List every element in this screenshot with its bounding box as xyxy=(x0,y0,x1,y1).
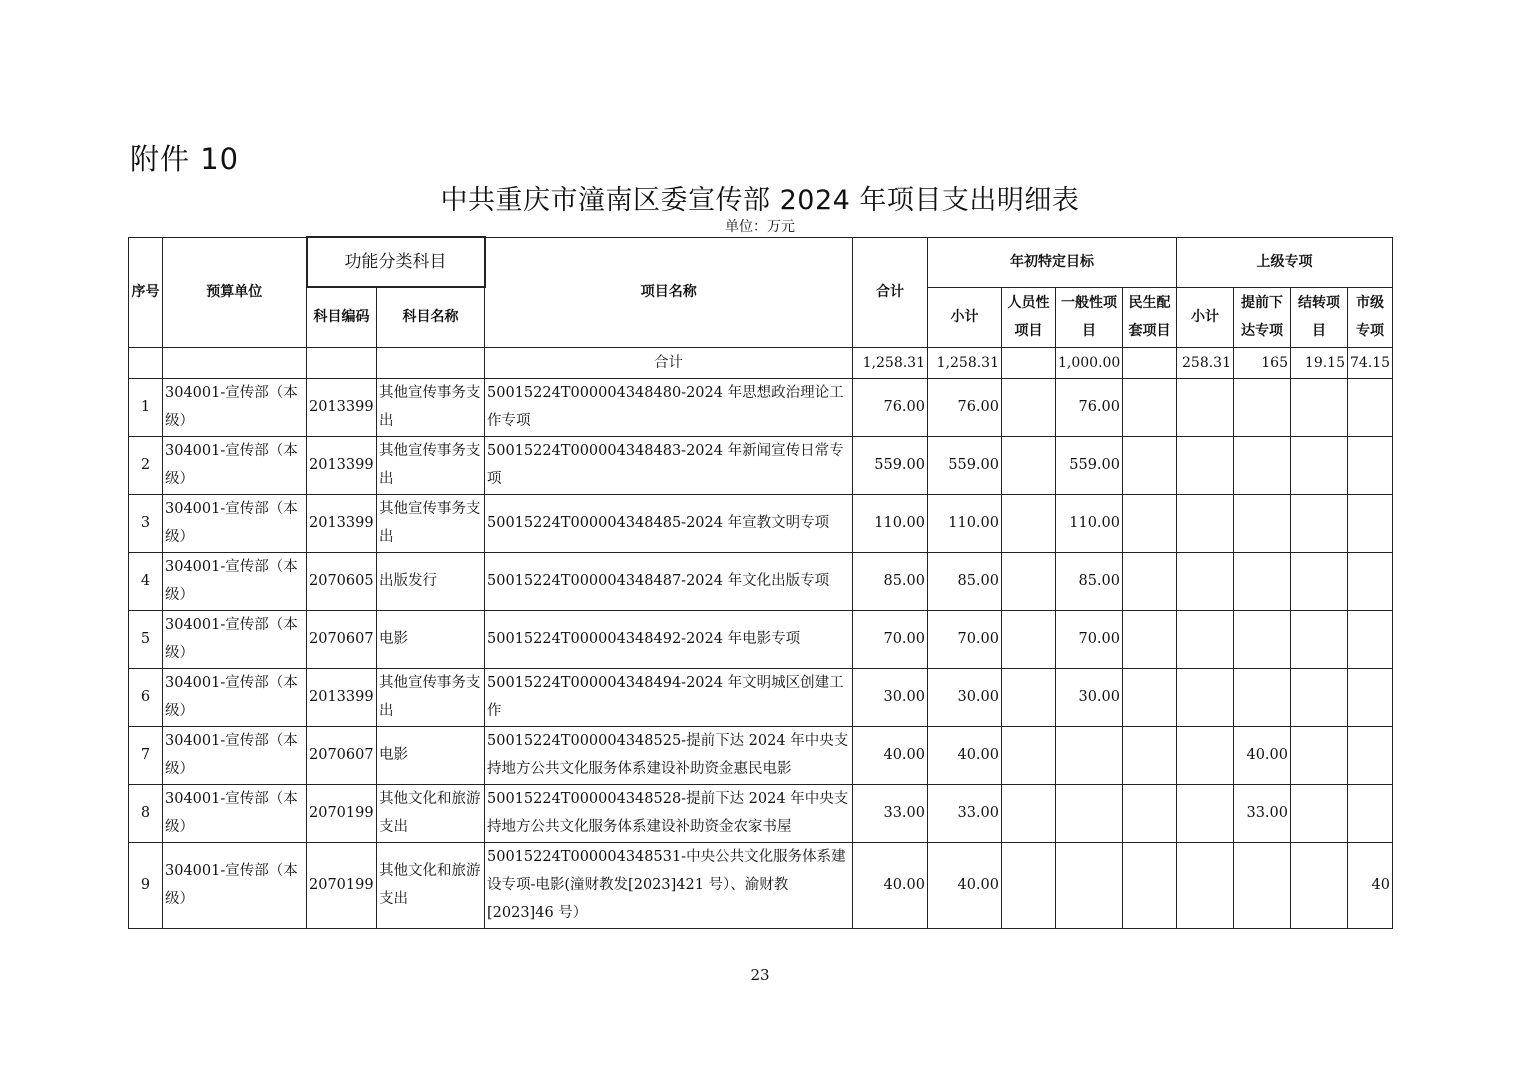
page-title: 中共重庆市潼南区委宣传部 2024 年项目支出明细表 xyxy=(440,185,1080,216)
total-personnel xyxy=(1002,347,1056,378)
total-row xyxy=(129,347,1393,378)
row-unit: 304001-宣传部（本级） xyxy=(163,552,307,610)
row-general xyxy=(1056,726,1123,784)
row-personnel xyxy=(1002,726,1056,784)
row-advance: 40.00 xyxy=(1234,726,1291,784)
row-livelihood xyxy=(1123,378,1177,436)
header-project: 项目名称 xyxy=(485,237,853,347)
row-general: 30.00 xyxy=(1056,668,1123,726)
row-general: 110.00 xyxy=(1056,494,1123,552)
row-code: 2070199 xyxy=(307,842,377,928)
row-subtotal: 40.00 xyxy=(928,842,1002,928)
row-upper-subtotal xyxy=(1177,552,1234,610)
header-total: 合计 xyxy=(853,237,928,347)
row-livelihood xyxy=(1123,668,1177,726)
table-row xyxy=(129,668,1393,726)
header-seq: 序号 xyxy=(129,237,163,347)
row-general: 85.00 xyxy=(1056,552,1123,610)
row-subject: 其他宣传事务支出 xyxy=(377,494,485,552)
row-upper-subtotal xyxy=(1177,436,1234,494)
row-total: 40.00 xyxy=(853,842,928,928)
row-code: 2013399 xyxy=(307,668,377,726)
row-total: 559.00 xyxy=(853,436,928,494)
row-seq: 8 xyxy=(129,784,163,842)
row-carryover xyxy=(1291,552,1348,610)
header-general: 一般性项目 xyxy=(1056,287,1123,347)
header-function-group: 功能分类科目 xyxy=(307,237,485,287)
total-subtotal: 1,258.31 xyxy=(928,347,1002,378)
total-label: 合计 xyxy=(485,347,853,378)
row-seq: 4 xyxy=(129,552,163,610)
row-livelihood xyxy=(1123,726,1177,784)
row-personnel xyxy=(1002,610,1056,668)
row-subject: 其他宣传事务支出 xyxy=(377,436,485,494)
table-row xyxy=(129,610,1393,668)
row-livelihood xyxy=(1123,784,1177,842)
row-city xyxy=(1348,610,1393,668)
table-row xyxy=(129,842,1393,928)
row-upper-subtotal xyxy=(1177,668,1234,726)
row-city xyxy=(1348,552,1393,610)
row-general: 70.00 xyxy=(1056,610,1123,668)
row-project: 50015224T000004348487-2024 年文化出版专项 xyxy=(485,552,853,610)
row-livelihood xyxy=(1123,610,1177,668)
row-seq: 9 xyxy=(129,842,163,928)
row-advance xyxy=(1234,552,1291,610)
row-advance xyxy=(1234,436,1291,494)
row-upper-subtotal xyxy=(1177,784,1234,842)
row-subject: 其他文化和旅游支出 xyxy=(377,842,485,928)
header-livelihood: 民生配套项目 xyxy=(1123,287,1177,347)
row-advance: 33.00 xyxy=(1234,784,1291,842)
row-seq: 2 xyxy=(129,436,163,494)
total-carryover: 19.15 xyxy=(1291,347,1348,378)
row-project: 50015224T000004348525-提前下达 2024 年中央支持地方公共文化服务体系建设补助资金惠民电影 xyxy=(485,726,853,784)
row-code: 2013399 xyxy=(307,494,377,552)
table-row xyxy=(129,436,1393,494)
row-code: 2013399 xyxy=(307,378,377,436)
row-seq: 5 xyxy=(129,610,163,668)
total-city: 74.15 xyxy=(1348,347,1393,378)
total-livelihood xyxy=(1123,347,1177,378)
row-total: 70.00 xyxy=(853,610,928,668)
row-total: 30.00 xyxy=(853,668,928,726)
total-upper-subtotal: 258.31 xyxy=(1177,347,1234,378)
table-row xyxy=(129,726,1393,784)
row-personnel xyxy=(1002,842,1056,928)
row-subject: 电影 xyxy=(377,610,485,668)
row-livelihood xyxy=(1123,552,1177,610)
row-subtotal: 30.00 xyxy=(928,668,1002,726)
row-advance xyxy=(1234,378,1291,436)
row-total: 33.00 xyxy=(853,784,928,842)
table-row xyxy=(129,494,1393,552)
row-personnel xyxy=(1002,552,1056,610)
row-seq: 7 xyxy=(129,726,163,784)
header-city: 市级专项 xyxy=(1348,287,1393,347)
row-subtotal: 70.00 xyxy=(928,610,1002,668)
header-subtotal: 小计 xyxy=(928,287,1002,347)
header-advance: 提前下达专项 xyxy=(1234,287,1291,347)
row-seq: 1 xyxy=(129,378,163,436)
header-target-group: 年初特定目标 xyxy=(928,237,1177,287)
row-livelihood xyxy=(1123,494,1177,552)
row-total: 40.00 xyxy=(853,726,928,784)
row-carryover xyxy=(1291,726,1348,784)
header-carryover: 结转项目 xyxy=(1291,287,1348,347)
row-general: 76.00 xyxy=(1056,378,1123,436)
row-subtotal: 40.00 xyxy=(928,726,1002,784)
row-subject: 出版发行 xyxy=(377,552,485,610)
unit-label: 单位：万元 xyxy=(725,219,795,235)
row-general xyxy=(1056,784,1123,842)
row-carryover xyxy=(1291,842,1348,928)
row-city xyxy=(1348,726,1393,784)
row-personnel xyxy=(1002,378,1056,436)
row-personnel xyxy=(1002,668,1056,726)
row-carryover xyxy=(1291,610,1348,668)
row-advance xyxy=(1234,494,1291,552)
row-subject: 其他宣传事务支出 xyxy=(377,378,485,436)
row-subject: 电影 xyxy=(377,726,485,784)
row-subtotal: 85.00 xyxy=(928,552,1002,610)
row-carryover xyxy=(1291,436,1348,494)
table-row xyxy=(129,552,1393,610)
row-upper-subtotal xyxy=(1177,842,1234,928)
row-personnel xyxy=(1002,784,1056,842)
row-upper-subtotal xyxy=(1177,726,1234,784)
attachment-label: 附件 10 xyxy=(130,142,240,176)
row-city xyxy=(1348,784,1393,842)
row-advance xyxy=(1234,842,1291,928)
total-advance: 165 xyxy=(1234,347,1291,378)
row-code: 2070607 xyxy=(307,610,377,668)
row-total: 110.00 xyxy=(853,494,928,552)
row-project: 50015224T000004348483-2024 年新闻宣传日常专项 xyxy=(485,436,853,494)
row-livelihood xyxy=(1123,842,1177,928)
row-subtotal: 559.00 xyxy=(928,436,1002,494)
table-row xyxy=(129,784,1393,842)
header-upper-group: 上级专项 xyxy=(1177,237,1393,287)
row-project: 50015224T000004348485-2024 年宣教文明专项 xyxy=(485,494,853,552)
row-unit: 304001-宣传部（本级） xyxy=(163,726,307,784)
row-personnel xyxy=(1002,494,1056,552)
row-upper-subtotal xyxy=(1177,378,1234,436)
row-project: 50015224T000004348528-提前下达 2024 年中央支持地方公共文化服务体系建设补助资金农家书屋 xyxy=(485,784,853,842)
row-seq: 3 xyxy=(129,494,163,552)
row-subtotal: 110.00 xyxy=(928,494,1002,552)
row-carryover xyxy=(1291,494,1348,552)
row-code: 2013399 xyxy=(307,436,377,494)
row-code: 2070605 xyxy=(307,552,377,610)
row-carryover xyxy=(1291,668,1348,726)
header-code: 科目编码 xyxy=(307,287,377,347)
total-general: 1,000.00 xyxy=(1056,347,1123,378)
row-unit: 304001-宣传部（本级） xyxy=(163,378,307,436)
row-total: 85.00 xyxy=(853,552,928,610)
row-city xyxy=(1348,494,1393,552)
row-carryover xyxy=(1291,784,1348,842)
header-personnel: 人员性项目 xyxy=(1002,287,1056,347)
row-city xyxy=(1348,668,1393,726)
page-number: 23 xyxy=(750,966,770,984)
row-project: 50015224T000004348494-2024 年文明城区创建工作 xyxy=(485,668,853,726)
row-livelihood xyxy=(1123,436,1177,494)
row-unit: 304001-宣传部（本级） xyxy=(163,436,307,494)
total-total: 1,258.31 xyxy=(853,347,928,378)
row-unit: 304001-宣传部（本级） xyxy=(163,494,307,552)
row-unit: 304001-宣传部（本级） xyxy=(163,842,307,928)
row-city xyxy=(1348,436,1393,494)
header-upper-subtotal: 小计 xyxy=(1177,287,1234,347)
row-general: 559.00 xyxy=(1056,436,1123,494)
expenditure-table xyxy=(128,236,1393,929)
row-city xyxy=(1348,378,1393,436)
row-advance xyxy=(1234,610,1291,668)
row-subtotal: 76.00 xyxy=(928,378,1002,436)
row-carryover xyxy=(1291,378,1348,436)
row-city: 40 xyxy=(1348,842,1393,928)
table-row xyxy=(129,378,1393,436)
row-unit: 304001-宣传部（本级） xyxy=(163,610,307,668)
row-project: 50015224T000004348492-2024 年电影专项 xyxy=(485,610,853,668)
row-total: 76.00 xyxy=(853,378,928,436)
header-subject: 科目名称 xyxy=(377,287,485,347)
row-seq: 6 xyxy=(129,668,163,726)
row-upper-subtotal xyxy=(1177,610,1234,668)
row-subject: 其他宣传事务支出 xyxy=(377,668,485,726)
row-general xyxy=(1056,842,1123,928)
row-upper-subtotal xyxy=(1177,494,1234,552)
row-unit: 304001-宣传部（本级） xyxy=(163,668,307,726)
row-code: 2070199 xyxy=(307,784,377,842)
row-unit: 304001-宣传部（本级） xyxy=(163,784,307,842)
row-project: 50015224T000004348480-2024 年思想政治理论工作专项 xyxy=(485,378,853,436)
row-project: 50015224T000004348531-中央公共文化服务体系建设专项-电影(潼财教发[2023]421 号）、渝财教[2023]46 号） xyxy=(485,842,853,928)
row-advance xyxy=(1234,668,1291,726)
row-code: 2070607 xyxy=(307,726,377,784)
row-subject: 其他文化和旅游支出 xyxy=(377,784,485,842)
header-unit: 预算单位 xyxy=(163,237,307,347)
row-personnel xyxy=(1002,436,1056,494)
row-subtotal: 33.00 xyxy=(928,784,1002,842)
